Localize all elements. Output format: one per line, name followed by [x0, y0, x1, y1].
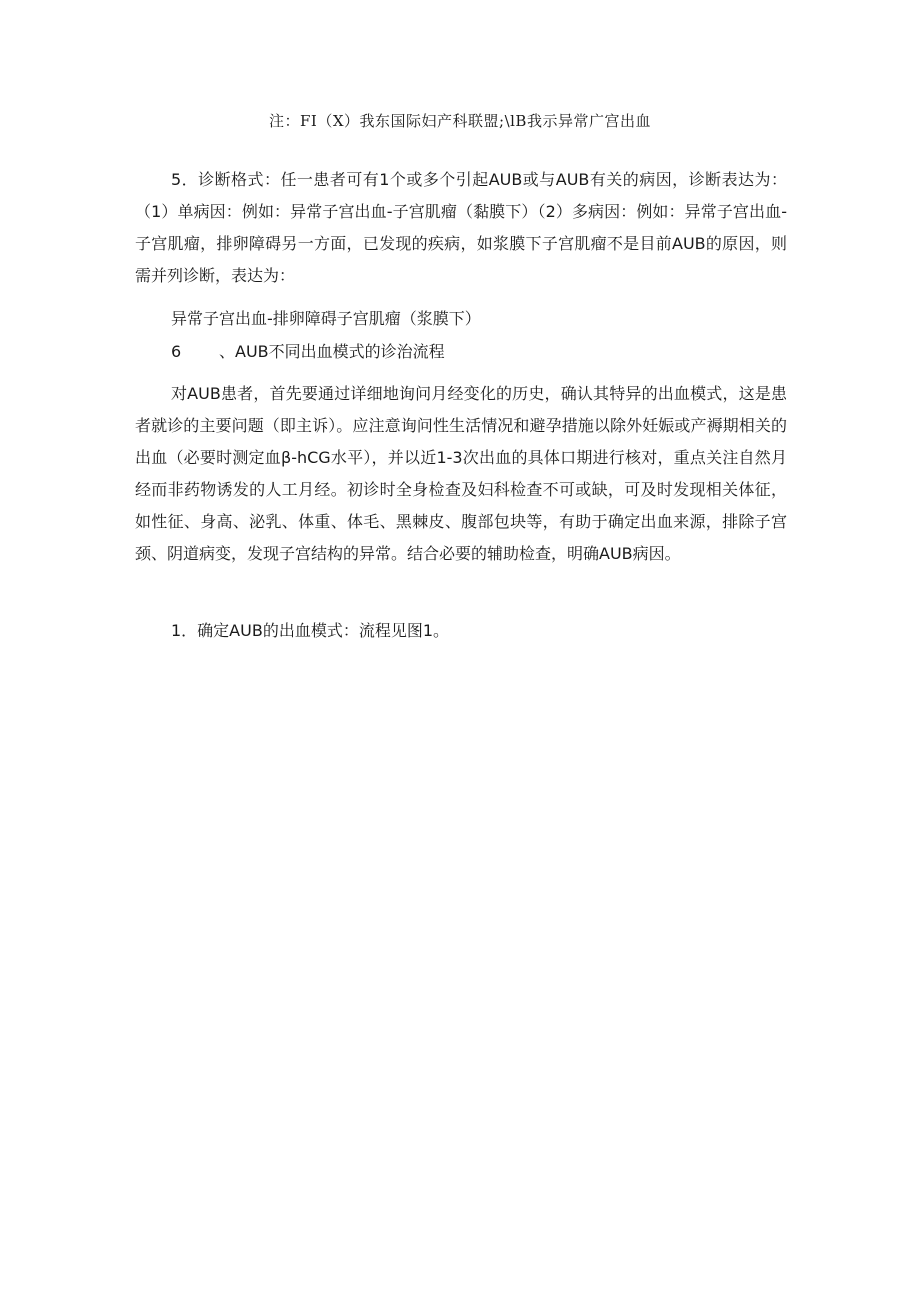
- section-6-heading: [171, 340, 445, 364]
- item-1-bleeding-pattern: 1．确定AUB的出血模式：流程见图1。: [171, 621, 449, 640]
- body-paragraph: 对AUB患者，首先要通过详细地询问月经变化的历史，确认其特异的出血模式，这是患者就诊的主要问题（即主诉）。应注意询问性生活情况和避孕措施以除外妊娠或产褥期相关的出血（必要时测定血β-hCG水平），并以近1-3次出血的具体口期进行核对，重点关注自然月经而非药物诱发的人工月经。初诊时全身检查及妇科检查不可或缺，可及时发现相关体征，如性征、身高、泌乳、体重、体毛、黑棘皮、腹部包块等，有助于确定出血来源，排除子宫颈、阴道病变，发现子宫结构的异常。结合必要的辅助检查，明确AUB病因。: [135, 384, 787, 563]
- section-6-number: 6: [171, 342, 182, 361]
- figure-note: 注：FI（X）我东国际妇产科联盟;\lB我示异常广宫出血: [269, 112, 651, 130]
- section-6-title: 、AUB不同出血模式的诊治流程: [219, 342, 445, 361]
- diagnosis-example: 异常子宫出血-排卵障碍子宫肌瘤（浆膜下）: [171, 309, 481, 328]
- item-5-diagnosis-format: 5．诊断格式：任一患者可有1个或多个引起AUB或与AUB有关的病因，诊断表达为：（1）单病因：例如：异常子宫出血-子宫肌瘤（黏膜下）（2）多病因：例如：异常子宫出血-子宫肌瘤，排卵障碍另一方面，已发现的疾病，如浆膜下子宫肌瘤不是目前AUB的原因，则需并列诊断，表达为：: [135, 170, 787, 285]
